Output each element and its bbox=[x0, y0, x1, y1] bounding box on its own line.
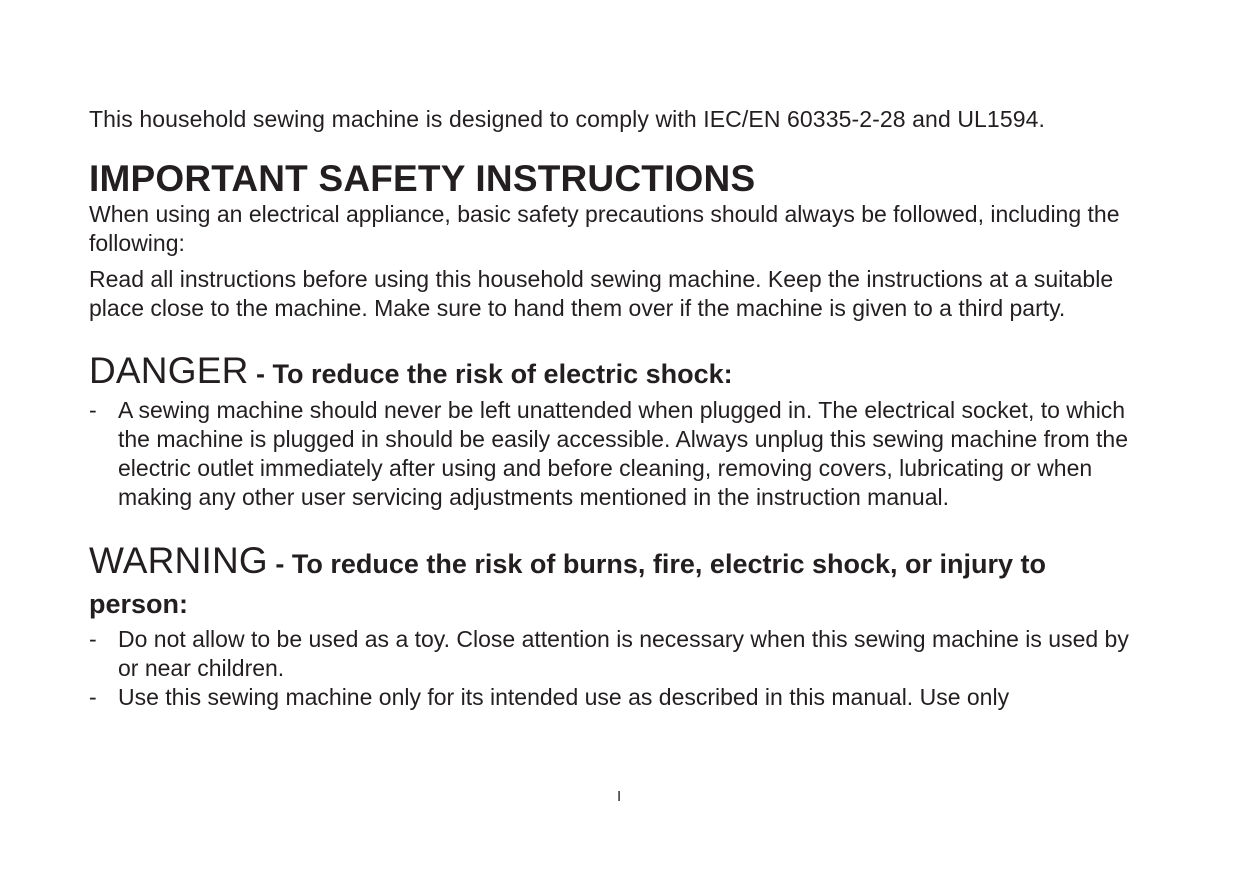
compliance-statement: This household sewing machine is designed to comply with IEC/EN 60335-2-28 and UL1594. bbox=[89, 106, 1045, 132]
warning-word: WARNING bbox=[89, 540, 268, 581]
warning-subtitle: - To reduce the risk of burns, fire, electric shock, or injury to person: bbox=[89, 549, 1047, 619]
document-page bbox=[89, 104, 1139, 712]
warning-heading bbox=[89, 542, 1139, 625]
danger-subtitle: - To reduce the risk of electric shock: bbox=[248, 359, 733, 389]
list-item-text: Use this sewing machine only for its intended use as described in this manual. Use only bbox=[118, 684, 1010, 710]
page-title: IMPORTANT SAFETY INSTRUCTIONS bbox=[89, 158, 756, 199]
list-item-text: A sewing machine should never be left unattended when plugged in. The electrical socket, to which the machine is plugged in should be easily accessible. Always unplug this sewing machine from the electric outlet immediately after using and before cleaning, removing covers, lubricating or when making any other user servicing adjustments mentioned in the instruction manual. bbox=[118, 397, 1129, 510]
list-item bbox=[89, 625, 1139, 683]
danger-list bbox=[89, 396, 1139, 512]
read-instructions-paragraph: Read all instructions before using this household sewing machine. Keep the instructions at a suitable place close to the machine. Make sure to hand them over if the machine is given to a third party. bbox=[89, 266, 1114, 321]
list-item bbox=[89, 683, 1139, 712]
dash-bullet: - bbox=[89, 684, 97, 710]
dash-bullet: - bbox=[89, 626, 97, 652]
dash-bullet: - bbox=[89, 397, 97, 423]
page-number: I bbox=[617, 788, 622, 805]
intro-paragraph: When using an electrical appliance, basic safety precautions should always be followed, including the following: bbox=[89, 201, 1120, 256]
list-item-text: Do not allow to be used as a toy. Close attention is necessary when this sewing machine is used by or near children. bbox=[118, 626, 1129, 681]
danger-word: DANGER bbox=[89, 350, 249, 391]
warning-list bbox=[89, 625, 1139, 712]
list-item bbox=[89, 396, 1139, 512]
danger-heading bbox=[89, 351, 1139, 396]
